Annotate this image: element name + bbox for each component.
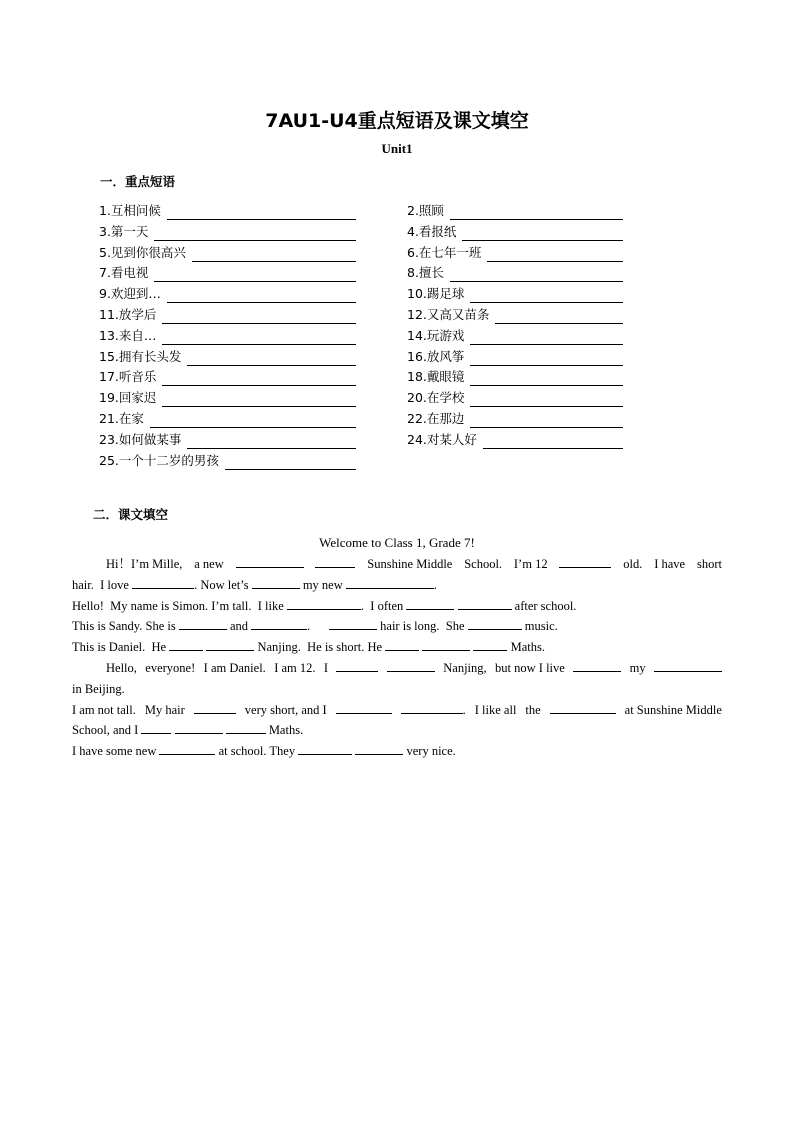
phrase-label: 23.如何做某事 xyxy=(99,431,182,447)
blank[interactable] xyxy=(336,659,378,672)
passage-title: Welcome to Class 1, Grade 7! xyxy=(319,535,475,550)
passage-text: School, and I xyxy=(72,723,142,737)
blank[interactable] xyxy=(169,638,203,651)
phrase-item xyxy=(99,410,356,428)
blank[interactable] xyxy=(236,555,304,568)
passage-text: . I often xyxy=(360,599,407,613)
phrase-label: 9.欢迎到… xyxy=(99,286,161,302)
phrase-item xyxy=(99,389,356,407)
passage-line xyxy=(72,597,722,616)
passage-text: I have some new xyxy=(72,744,160,758)
blank[interactable] xyxy=(573,659,621,672)
section-heading-phrases: 一．重点短语 xyxy=(100,174,176,189)
passage-text: . xyxy=(307,619,330,633)
answer-blank[interactable] xyxy=(192,247,356,262)
answer-blank[interactable] xyxy=(162,371,356,386)
passage-text: Nanjing. He is short. He xyxy=(254,640,386,654)
phrase-label: 24.对某人好 xyxy=(407,431,477,447)
blank[interactable] xyxy=(329,617,377,630)
passage-text: at Sunshine Middle xyxy=(624,703,722,717)
blank[interactable] xyxy=(315,555,355,568)
phrase-item xyxy=(407,223,623,241)
answer-blank[interactable] xyxy=(187,434,356,449)
passage-text: a new xyxy=(194,557,224,571)
phrase-item xyxy=(407,368,623,386)
passage-line xyxy=(72,742,722,761)
passage-text: after school. xyxy=(511,599,577,613)
phrase-label: 2.照顾 xyxy=(407,203,444,218)
blank[interactable] xyxy=(287,597,361,610)
phrase-label: 12.又高又苗条 xyxy=(407,307,490,322)
blank[interactable] xyxy=(206,638,254,651)
answer-blank[interactable] xyxy=(470,330,623,345)
phrase-item xyxy=(407,264,623,282)
passage-text: Sunshine Middle xyxy=(367,557,453,571)
answer-blank[interactable] xyxy=(450,267,623,282)
blank[interactable] xyxy=(458,597,512,610)
answer-blank[interactable] xyxy=(470,351,623,366)
phrase-label: 19.回家迟 xyxy=(99,390,157,406)
answer-blank[interactable] xyxy=(187,351,356,366)
answer-blank[interactable] xyxy=(225,455,356,470)
passage-text: . Now let’s xyxy=(194,578,252,592)
passage-text: I’m 12 xyxy=(513,557,548,571)
passage-text: . xyxy=(433,578,438,592)
passage-text: Hello, xyxy=(106,661,137,675)
phrase-label: 16.放风筝 xyxy=(407,348,465,364)
passage-text: music. xyxy=(521,619,558,633)
phrase-item xyxy=(99,202,356,220)
passage-text: my new xyxy=(299,578,346,592)
answer-blank[interactable] xyxy=(450,205,623,220)
passage-text: short xyxy=(696,557,722,571)
answer-blank[interactable] xyxy=(470,288,623,303)
passage-line xyxy=(72,638,722,657)
answer-blank[interactable] xyxy=(162,330,356,345)
blank[interactable] xyxy=(252,576,300,589)
blank[interactable] xyxy=(298,742,352,755)
answer-blank[interactable] xyxy=(162,392,356,407)
phrase-item xyxy=(407,348,623,366)
phrase-label: 4.看报纸 xyxy=(407,223,457,239)
passage-text: Hi！I’m Mille, xyxy=(106,557,183,571)
answer-blank[interactable] xyxy=(462,226,623,241)
blank[interactable] xyxy=(194,701,236,714)
answer-blank[interactable] xyxy=(154,267,356,282)
blank[interactable] xyxy=(468,617,522,630)
phrase-label: 8.擅长 xyxy=(407,265,444,281)
blank[interactable] xyxy=(179,617,227,630)
blank[interactable] xyxy=(175,721,223,734)
blank[interactable] xyxy=(251,617,307,630)
passage-text: everyone! xyxy=(145,661,196,675)
passage-text: Maths. xyxy=(265,723,304,737)
passage-text: I am 12. xyxy=(274,661,316,675)
blank[interactable] xyxy=(550,701,616,714)
answer-blank[interactable] xyxy=(470,392,623,407)
answer-blank[interactable] xyxy=(162,309,356,324)
passage-text: in Beijing. xyxy=(72,682,125,696)
phrase-label: 18.戴眼镜 xyxy=(407,369,465,385)
passage-text: but now I live xyxy=(495,661,565,675)
blank[interactable] xyxy=(346,576,434,589)
passage-text: at school. They xyxy=(215,744,299,758)
passage-text: the xyxy=(525,703,541,717)
passage-text: I am Daniel. xyxy=(203,661,266,675)
phrase-label: 22.在那边 xyxy=(407,411,465,426)
passage-text: I am not tall. xyxy=(72,703,136,717)
passage-text: very nice. xyxy=(403,744,456,758)
blank[interactable] xyxy=(385,638,419,651)
passage-line xyxy=(72,680,722,699)
passage-text: hair is long. She xyxy=(377,619,468,633)
passage-text: This is Daniel. He xyxy=(72,640,170,654)
page-title: 7AU1-U4重点短语及课文填空 xyxy=(265,110,529,132)
passage-text: I xyxy=(323,661,329,675)
answer-blank[interactable] xyxy=(495,309,623,324)
phrase-item xyxy=(99,368,356,386)
phrase-item xyxy=(99,264,356,282)
phrase-item xyxy=(407,410,623,428)
answer-blank[interactable] xyxy=(167,205,356,220)
phrase-label: 25.一个十二岁的男孩 xyxy=(99,452,219,468)
passage-line xyxy=(72,576,722,595)
phrase-item xyxy=(407,202,623,220)
phrase-label: 5.见到你很高兴 xyxy=(99,244,186,260)
phrase-label: 7.看电视 xyxy=(99,265,149,281)
answer-blank[interactable] xyxy=(470,413,623,428)
phrase-item xyxy=(99,306,356,324)
passage-line xyxy=(72,701,722,720)
phrase-item xyxy=(407,389,623,407)
phrase-label: 1.互相问候 xyxy=(99,203,161,218)
blank[interactable] xyxy=(473,638,507,651)
passage-line xyxy=(72,555,722,574)
passage-text: I like all xyxy=(474,703,517,717)
blank[interactable] xyxy=(559,555,611,568)
blank[interactable] xyxy=(654,659,722,672)
phrase-label: 13.来自… xyxy=(99,327,157,343)
passage-text: Maths. xyxy=(507,640,545,654)
phrase-label: 3.第一天 xyxy=(99,223,149,239)
passage-text: . xyxy=(462,703,466,717)
phrase-label: 11.放学后 xyxy=(99,307,157,322)
passage-text: my xyxy=(629,661,646,675)
phrase-item xyxy=(99,327,356,345)
passage-text: old. xyxy=(623,557,643,571)
section-heading-passage: 二．课文填空 xyxy=(93,507,169,522)
phrase-item xyxy=(407,285,623,303)
passage-line xyxy=(72,721,722,740)
phrase-item xyxy=(99,348,356,366)
passage-text: Hello! My name is Simon. I’m tall. I like xyxy=(72,599,287,613)
phrase-item xyxy=(407,306,623,324)
answer-blank[interactable] xyxy=(470,371,623,386)
blank[interactable] xyxy=(401,701,463,714)
blank[interactable] xyxy=(406,597,454,610)
phrase-label: 21.在家 xyxy=(99,411,144,426)
phrase-item xyxy=(99,244,356,262)
answer-blank[interactable] xyxy=(150,413,356,428)
phrase-item xyxy=(99,431,356,449)
blank[interactable] xyxy=(387,659,435,672)
phrase-label: 10.踢足球 xyxy=(407,286,465,302)
blank[interactable] xyxy=(141,721,171,734)
blank[interactable] xyxy=(336,701,392,714)
answer-blank[interactable] xyxy=(154,226,356,241)
phrase-item xyxy=(99,223,356,241)
passage-text: This is Sandy. She is xyxy=(72,619,179,633)
phrase-label: 20.在学校 xyxy=(407,390,465,406)
passage-line xyxy=(72,617,722,636)
passage-text: hair. I love xyxy=(72,578,133,592)
phrase-label: 14.玩游戏 xyxy=(407,327,465,343)
answer-blank[interactable] xyxy=(487,247,623,262)
passage-text: very short, and I xyxy=(244,703,327,717)
answer-blank[interactable] xyxy=(483,434,623,449)
answer-blank[interactable] xyxy=(167,288,356,303)
phrase-item xyxy=(99,452,356,470)
passage-text: Nanjing, xyxy=(443,661,487,675)
blank[interactable] xyxy=(422,638,470,651)
passage-text: and xyxy=(226,619,252,633)
passage-text: I have xyxy=(654,557,686,571)
blank[interactable] xyxy=(159,742,215,755)
phrase-item xyxy=(407,244,623,262)
passage-text: School. xyxy=(464,557,503,571)
phrase-item xyxy=(99,285,356,303)
phrase-label: 15.拥有长头发 xyxy=(99,348,182,364)
phrase-label: 6.在七年一班 xyxy=(407,244,482,260)
blank[interactable] xyxy=(355,742,403,755)
blank[interactable] xyxy=(226,721,266,734)
blank[interactable] xyxy=(132,576,194,589)
phrase-label: 17.听音乐 xyxy=(99,369,157,385)
page-subtitle: Unit1 xyxy=(381,141,413,156)
passage-line xyxy=(72,659,722,678)
phrase-item xyxy=(407,327,623,345)
passage-text: My hair xyxy=(144,703,185,717)
phrase-item xyxy=(407,431,623,449)
